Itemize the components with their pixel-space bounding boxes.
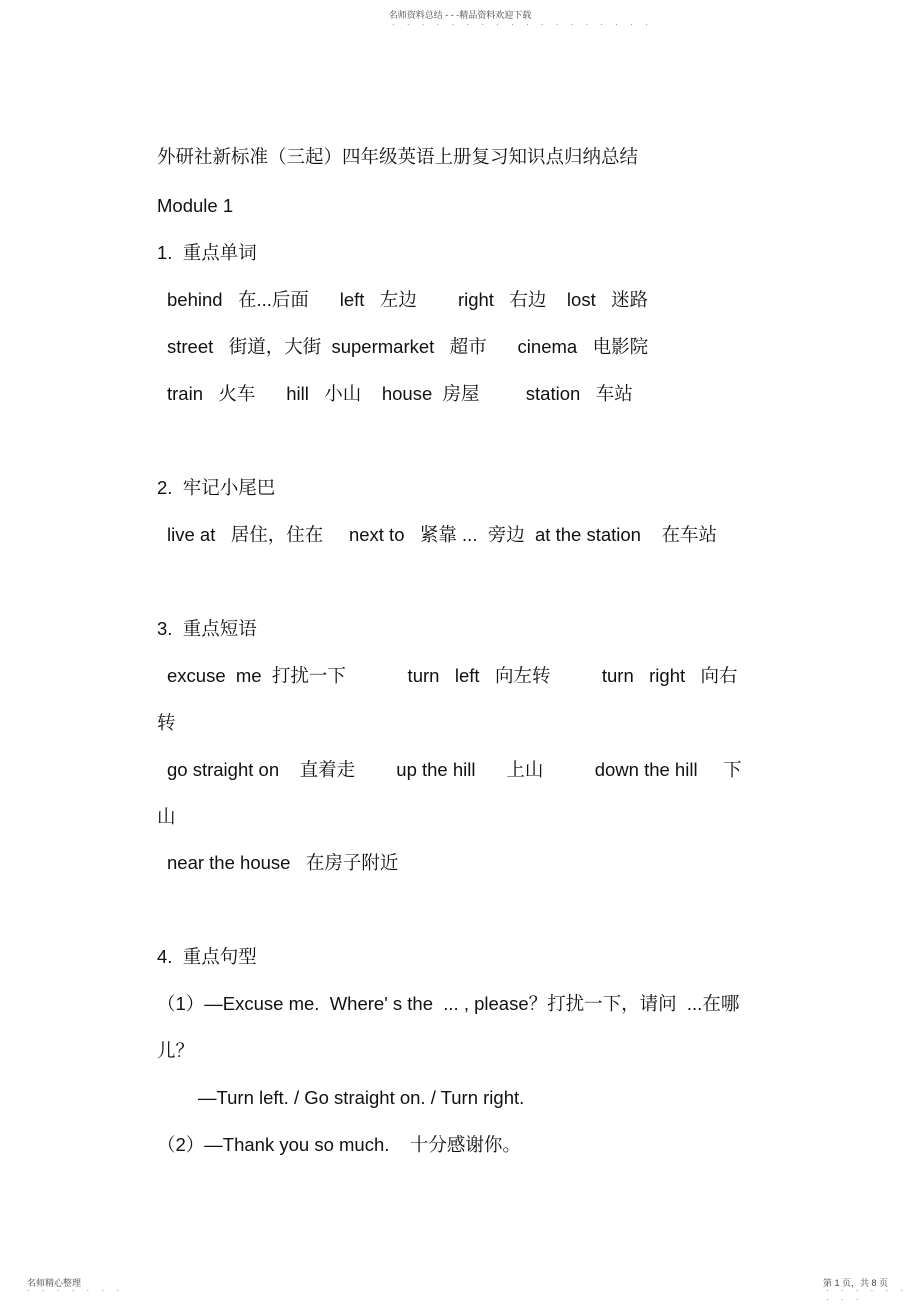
header-dots: · · · · · · · · · · · · · · · · · · (392, 20, 653, 29)
section-heading-suffix: 2. 牢记小尾巴 (157, 477, 276, 498)
sentence-line: （2）—Thank you so much. 十分感谢你。 (157, 1134, 521, 1155)
sentence-answer: —Turn left. / Go straight on. / Turn right. (198, 1087, 525, 1108)
vocab-line: street 街道，大街 supermarket 超市 cinema 电影院 (167, 336, 649, 357)
section-heading-vocabulary: 1. 重点单词 (157, 242, 257, 263)
phrase-line: excuse me 打扰一下 turn left 向左转 turn right 向右 (167, 665, 738, 686)
sentence-line-wrap: 儿？ (157, 1040, 195, 1061)
footer-left-dots: · · · · · · · (27, 1286, 124, 1295)
sentence-line: （1）—Excuse me. Where' s the ... , please？打扰一下，请问 ...在哪 (157, 993, 740, 1014)
suffix-line: live at 居住，住在 next to 紧靠 ... 旁边 at the station 在车站 (167, 524, 718, 545)
module-heading: Module 1 (157, 195, 234, 216)
page-number: 第 1 页，共 8 页 (823, 1278, 889, 1288)
footer-right-dots: · · · · · · · · · (826, 1286, 909, 1304)
header-text: 名师资料总结 - - -精品资料欢迎下载 (388, 10, 532, 20)
phrase-line-wrap: 转 (157, 712, 176, 733)
phrase-line: near the house 在房子附近 (167, 852, 399, 873)
phrase-line: go straight on 直着走 up the hill 上山 down the hill 下 (167, 759, 742, 780)
section-heading-phrases: 3. 重点短语 (157, 618, 257, 639)
section-heading-sentences: 4. 重点句型 (157, 946, 257, 967)
footer-left-text: 名师精心整理 (27, 1278, 82, 1288)
document-title: 外研社新标准（三起）四年级英语上册复习知识点归纳总结 (157, 146, 639, 167)
phrase-line-wrap: 山 (157, 806, 176, 827)
vocab-line: train 火车 hill 小山 house 房屋 station 车站 (167, 383, 633, 404)
vocab-line: behind 在...后面 left 左边 right 右边 lost 迷路 (167, 289, 649, 310)
